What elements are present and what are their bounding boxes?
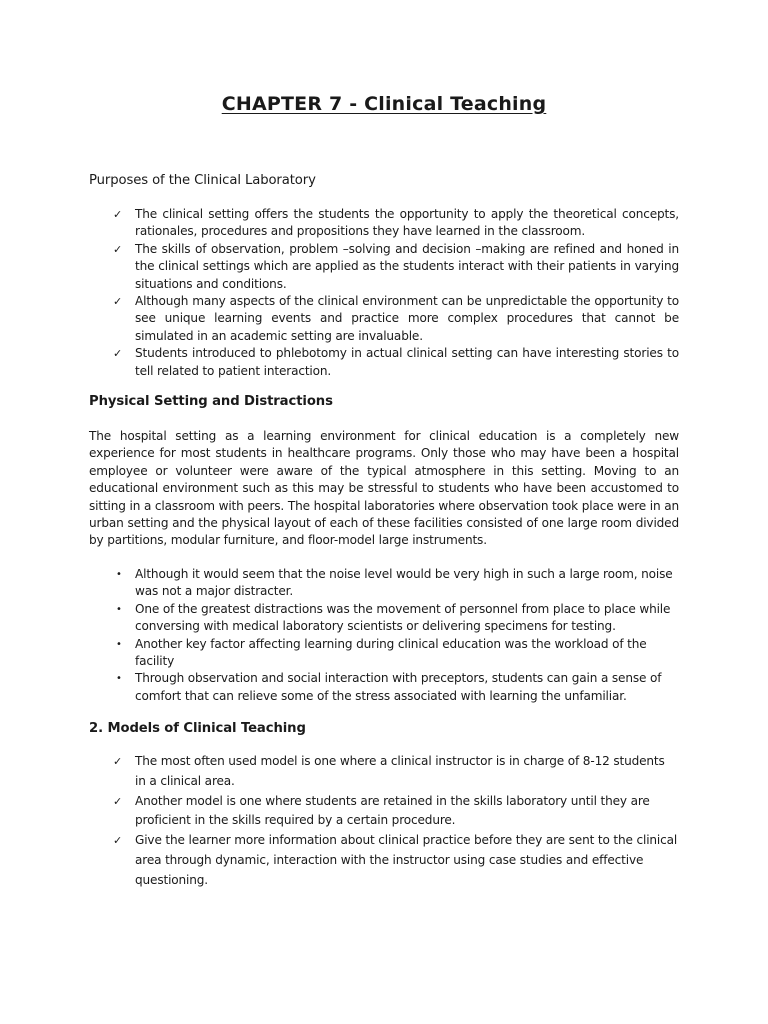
list-item-text: The most often used model is one where a clinical instructor is in charge of 8-12 students in a clinical area. [135,754,665,788]
list-item-text: The clinical setting offers the students the opportunity to apply the theoretical concepts, rationales, procedures and propositions they have learned in the classroom. [135,207,679,239]
list-item [0,831,768,890]
checklist-models [0,752,768,891]
list-item [0,792,768,832]
list-item [0,293,768,345]
list-item [0,566,768,601]
list-item-text: Another model is one where students are retained in the skills laboratory until they are proficient in the skills required by a certain procedure. [135,793,650,828]
checkmark-icon: ✓ [113,834,123,848]
list-item-text: The skills of observation, problem –solving and decision –making are refined and honed in the clinical settings which are applied as the students interact with their patients in varying situations and conditions. [135,241,679,291]
checkmark-icon: ✓ [113,295,123,309]
list-item [0,636,768,671]
list-item-text: Give the learner more information about clinical practice before they are sent to the clinical area through dynamic, interaction with the instructor using case studies and effective questioning. [135,833,678,887]
list-item-text: Although many aspects of the clinical environment can be unpredictable the opportunity to see unique learning events and practice more complex procedures that cannot be simulated in an academic setting are invaluable. [135,294,679,343]
checkmark-icon: ✓ [113,794,123,808]
checklist-purposes [0,206,768,380]
page-title: CHAPTER 7 - Clinical Teaching [221,93,547,115]
checkmark-icon: ✓ [113,347,123,361]
list-item [0,670,768,705]
list-item-text: Students introduced to phlebotomy in actual clinical setting can have interesting stories to tell related to patient interaction. [135,346,679,378]
list-item [0,345,768,380]
list-item-text: Another key factor affecting learning during clinical education was the workload of the facility [135,636,647,669]
list-item [0,601,768,636]
list-item [0,752,768,792]
section-heading-physical-setting: Physical Setting and Distractions [89,394,333,409]
section-heading-purposes: Purposes of the Clinical Laboratory [89,173,316,188]
list-item-text: Although it would seem that the noise level would be very high in such a large room, noise was not a major distracter. [135,567,673,599]
bullet-icon: • [116,673,122,685]
body-paragraph: The hospital setting as a learning environment for clinical education is a completely new experience for most students in healthcare programs. Only those who may have been a hospital employee or volunteer were aware of the typical atmosphere in this setting. Moving to an educational environment such as this may be stressful to students who have been accustomed to sitting in a classroom with peers. The hospital laboratories where observation took place were in an urban setting and the physical layout of each of these facilities consisted of one large room divided by partitions, modular furniture, and floor-model large instruments. [89,429,679,548]
section-heading-models: 2. Models of Clinical Teaching [89,721,306,736]
list-item [0,241,768,293]
list-item-text: One of the greatest distractions was the movement of personnel from place to place while conversing with medical laboratory scientists or delivering specimens for testing. [135,601,671,634]
list-item [0,206,768,241]
bullet-icon: • [116,638,122,650]
checkmark-icon: ✓ [113,208,123,221]
bullet-list-distractions [0,566,768,705]
list-item-text: Through observation and social interaction with preceptors, students can gain a sense of comfort that can relieve some of the stress associated with learning the unfamiliar. [135,671,662,703]
bullet-icon: • [116,603,122,615]
bullet-icon: • [116,569,122,580]
checkmark-icon: ✓ [113,242,123,256]
checkmark-icon: ✓ [113,755,123,768]
